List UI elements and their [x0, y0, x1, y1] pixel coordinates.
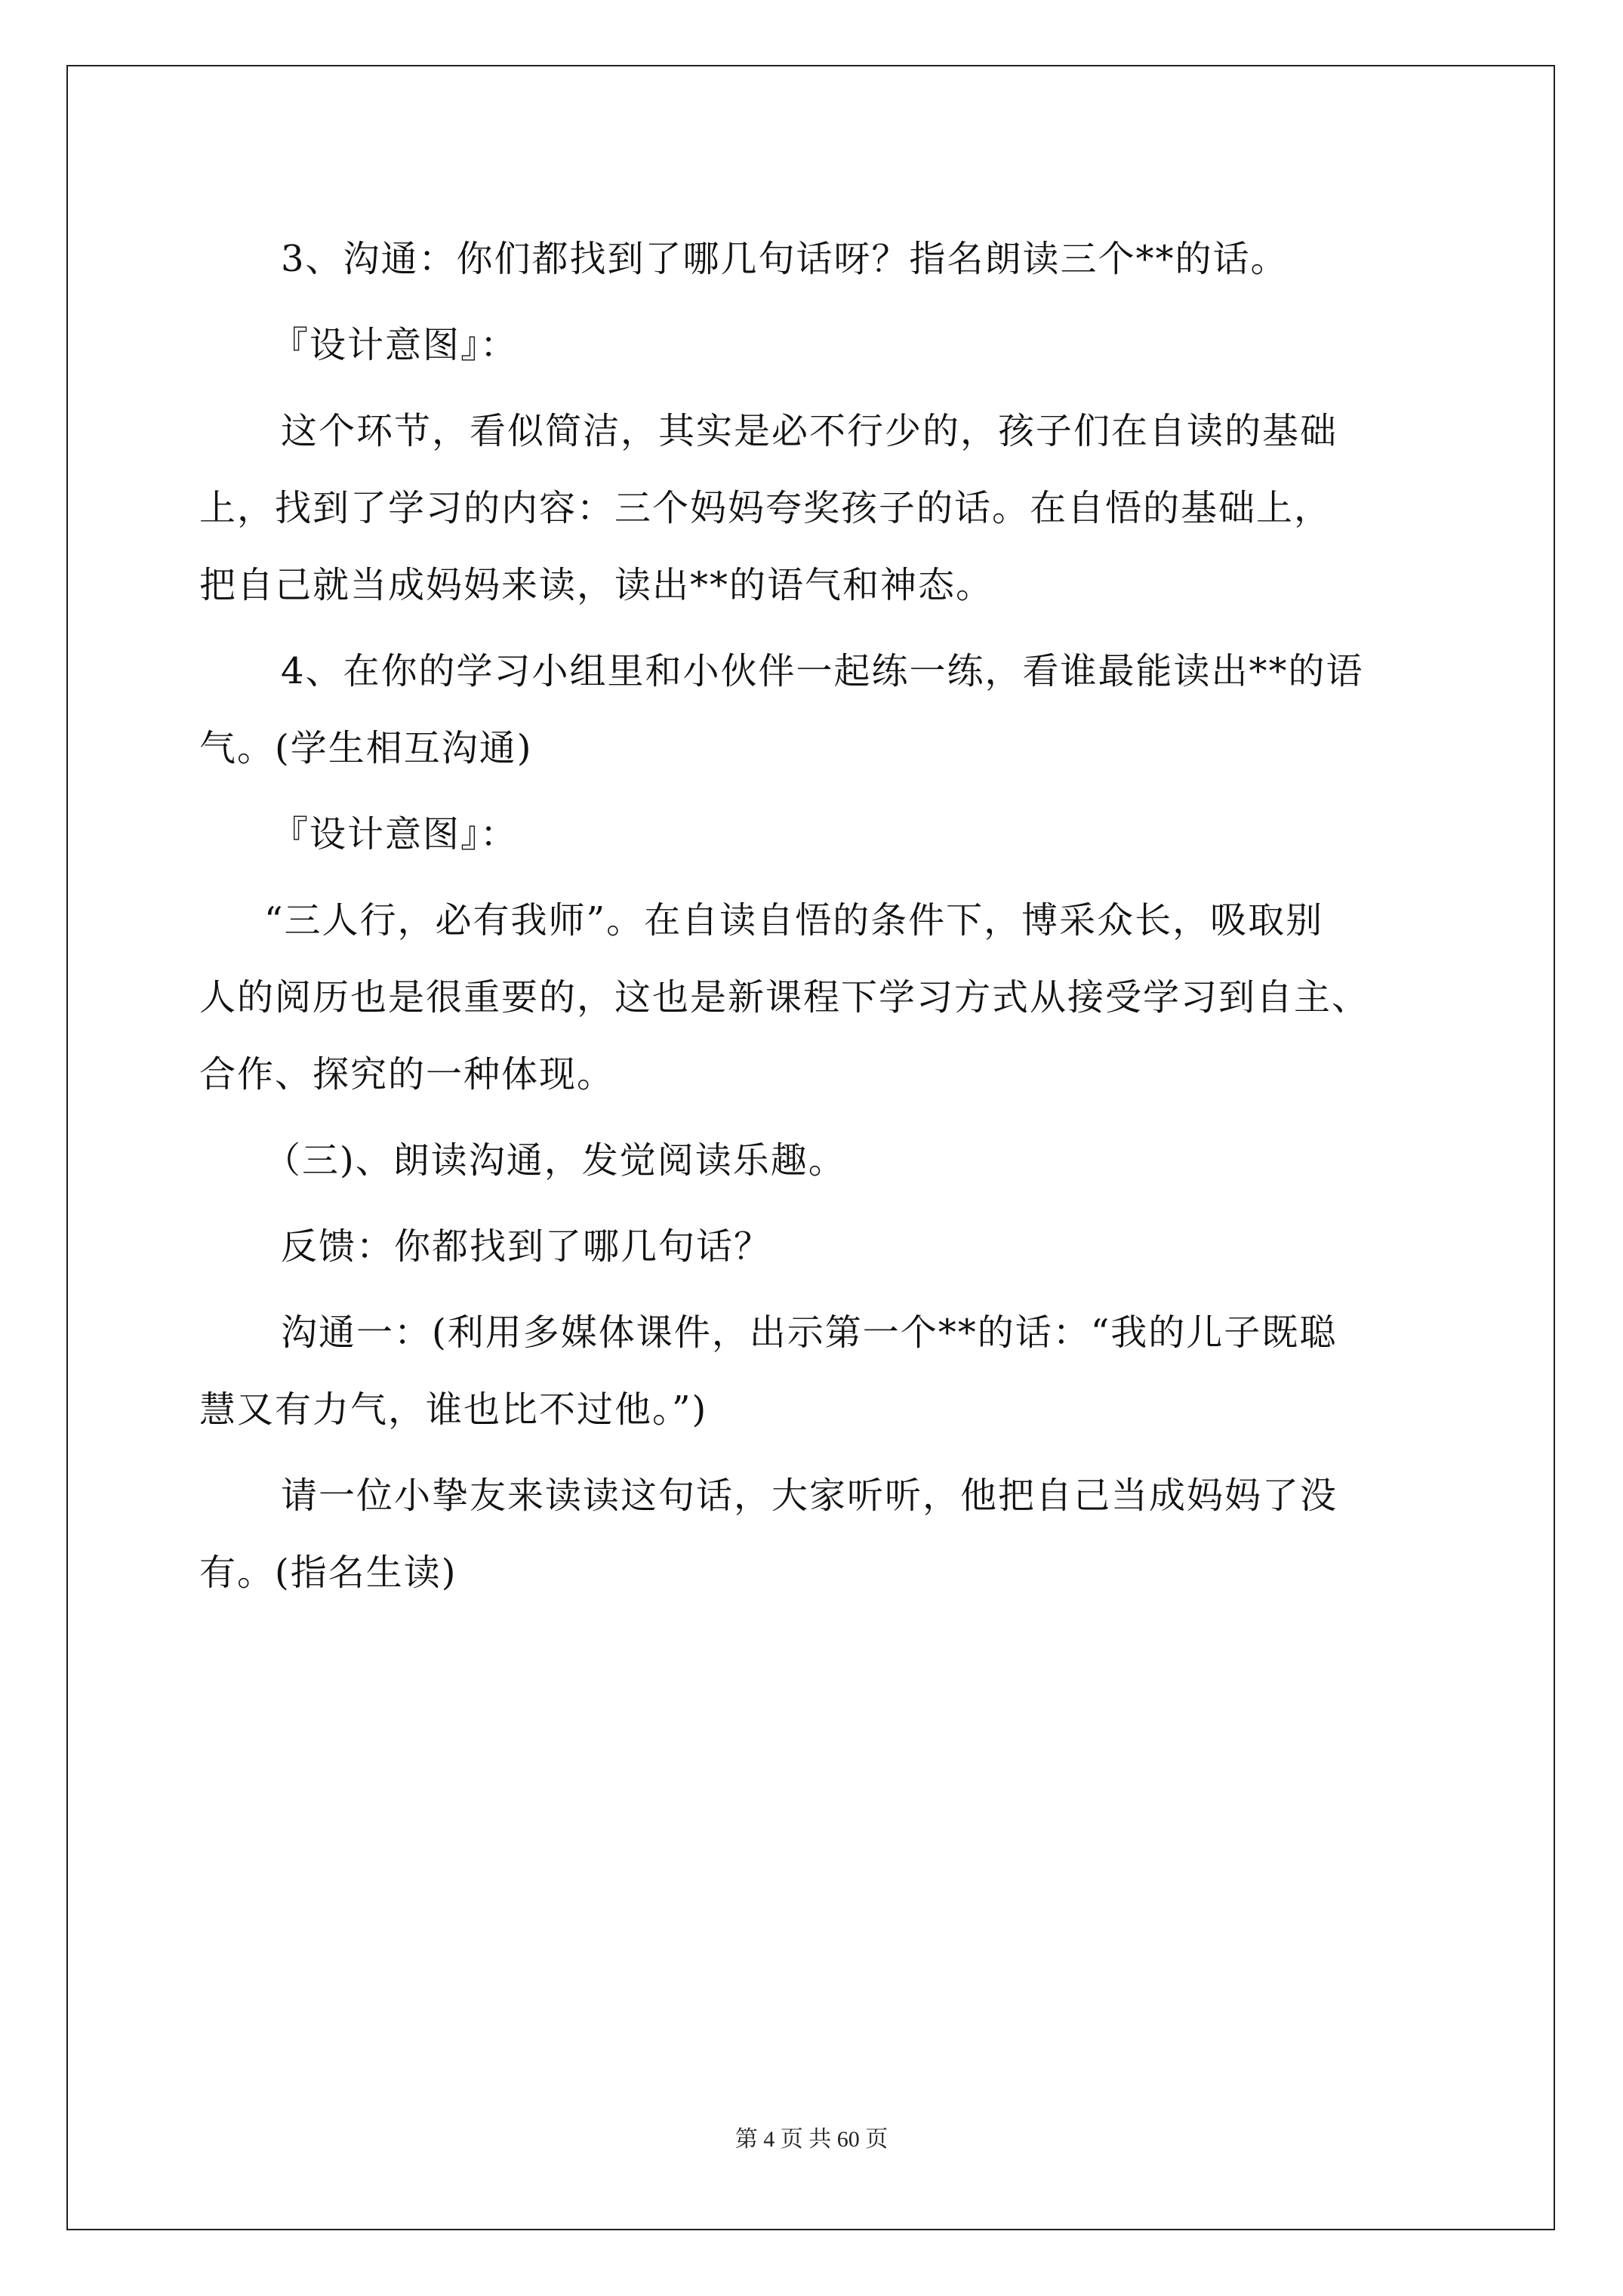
paragraph-line: 4、在你的学习小组里和小伙伴一起练一练，看谁最能读出**的语 — [281, 650, 1364, 692]
page-number-footer: 第 4 页 共 60 页 — [735, 2127, 888, 2152]
section-heading: 『设计意图』： — [272, 813, 519, 855]
paragraph-line: 合作、探究的一种体现。 — [199, 1053, 615, 1096]
paragraph-line: 人的阅历也是很重要的，这也是新课程下学习方式从接受学习到自主、 — [199, 976, 1370, 1019]
paragraph-line: 沟通一：(利用多媒体课件，出示第一个**的话：“我的儿子既聪 — [281, 1311, 1338, 1354]
paragraph-line: 气。(学生相互沟通) — [199, 727, 533, 769]
section-heading: 『设计意图』： — [272, 324, 519, 366]
paragraph-line: 慧又有力气，谁也比不过他。”) — [199, 1388, 708, 1431]
paragraph-line: 这个环节，看似简洁，其实是必不行少的，孩子们在自读的基础 — [281, 410, 1338, 452]
paragraph-line: 有。(指名生读) — [199, 1552, 457, 1594]
paragraph-line: 请一位小挚友来读读这句话，大家听听，他把自己当成妈妈了没 — [281, 1475, 1338, 1517]
paragraph-line: 反馈：你都找到了哪几句话？ — [281, 1225, 772, 1268]
paragraph-line: 把自己就当成妈妈来读，读出**的语气和神态。 — [199, 564, 994, 606]
section-heading: （三)、朗读沟通，发觉阅读乐趣。 — [264, 1139, 846, 1182]
paragraph-line: 3、沟通：你们都找到了哪几句话呀？指名朗读三个**的话。 — [281, 238, 1289, 280]
paragraph-line: 上，找到了学习的内容：三个妈妈夸奖孩子的话。在自悟的基础上， — [199, 487, 1332, 529]
paragraph-line: “三人行，必有我师”。在自读自悟的条件下，博采众长，吸取别 — [264, 899, 1324, 942]
document-body — [199, 220, 1437, 1611]
